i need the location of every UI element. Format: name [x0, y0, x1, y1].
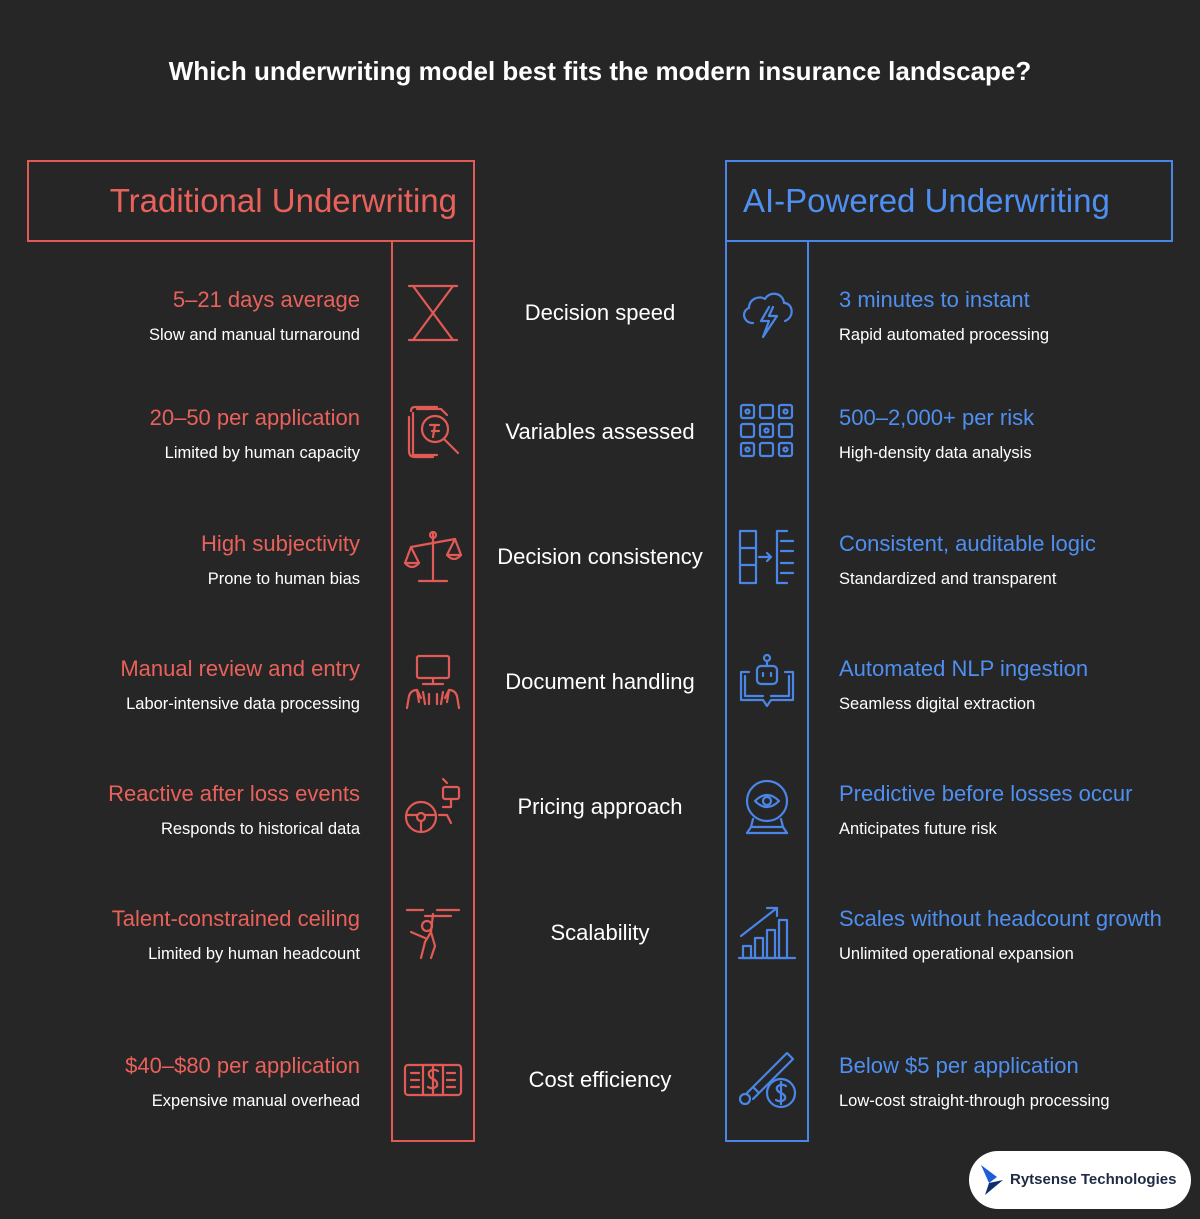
- traditional-cell: [20, 905, 360, 965]
- criterion-label: Decision speed: [524, 300, 676, 325]
- page-title: Which underwriting model best fits the modern insurance landscape?: [168, 56, 1032, 86]
- traditional-cell: [20, 404, 360, 464]
- ai-cell: [839, 530, 1169, 590]
- traditional-header-label: Traditional Underwriting: [109, 182, 457, 219]
- traditional-headline: Manual review and entry: [120, 656, 360, 681]
- steering-wheel-icon: [403, 777, 463, 837]
- ai-detail: Seamless digital extraction: [839, 695, 1036, 713]
- ai-cell: [839, 404, 1169, 464]
- traditional-cell: [20, 655, 360, 715]
- traditional-headline: Reactive after loss events: [108, 781, 360, 806]
- ai-cell: [839, 655, 1169, 715]
- structured-flow-icon: [737, 527, 797, 587]
- hourglass-icon: [403, 283, 463, 343]
- ai-cell: [839, 1052, 1169, 1112]
- rytsense-logo-icon: [979, 1163, 1005, 1197]
- ai-cell: [839, 905, 1169, 965]
- robot-book-icon: [737, 652, 797, 712]
- data-grid-icon: [737, 401, 797, 461]
- scales-icon: [403, 527, 463, 587]
- traditional-headline: $40–$80 per application: [125, 1053, 360, 1078]
- traditional-cell: [20, 1052, 360, 1112]
- cloud-lightning-icon: [737, 283, 797, 343]
- traditional-detail: Slow and manual turnaround: [149, 326, 360, 344]
- ai-detail: Standardized and transparent: [839, 570, 1057, 588]
- money-bill-icon: [403, 1049, 463, 1109]
- document-search-icon: [403, 401, 463, 461]
- criterion-label: Pricing approach: [517, 794, 683, 819]
- person-ceiling-icon: [403, 902, 463, 962]
- ai-cell: [839, 780, 1169, 840]
- ai-headline: Below $5 per application: [839, 1053, 1079, 1078]
- traditional-detail: Limited by human headcount: [148, 945, 360, 963]
- growth-chart-icon: [737, 902, 797, 962]
- criterion-label: Scalability: [550, 920, 650, 945]
- traditional-headline: Talent-constrained ceiling: [111, 906, 360, 931]
- traditional-cell: [20, 530, 360, 590]
- ai-headline: Consistent, auditable logic: [839, 531, 1096, 556]
- criterion-label: Document handling: [505, 669, 695, 694]
- ai-headline: Automated NLP ingestion: [839, 656, 1089, 681]
- ai-header: [725, 160, 1173, 242]
- ai-headline: Predictive before losses occur: [839, 781, 1133, 806]
- traditional-header: [27, 160, 475, 242]
- ai-detail: High-density data analysis: [839, 444, 1032, 462]
- rytsense-logo: [969, 1151, 1191, 1209]
- traditional-detail: Responds to historical data: [160, 820, 360, 838]
- ai-detail: Rapid automated processing: [839, 326, 1050, 344]
- ai-headline: Scales without headcount growth: [839, 906, 1162, 931]
- ai-header-label: AI-Powered Underwriting: [743, 182, 1110, 219]
- traditional-headline: 5–21 days average: [172, 287, 360, 312]
- criterion-label: Cost efficiency: [528, 1067, 672, 1092]
- traditional-detail: Labor-intensive data processing: [126, 695, 360, 713]
- crystal-ball-icon: [737, 777, 797, 837]
- traditional-detail: Expensive manual overhead: [151, 1092, 360, 1110]
- ai-headline: 3 minutes to instant: [839, 287, 1030, 312]
- traditional-cell: [20, 780, 360, 840]
- ai-detail: Unlimited operational expansion: [839, 945, 1074, 963]
- ai-headline: 500–2,000+ per risk: [839, 405, 1035, 430]
- traditional-detail: Prone to human bias: [207, 570, 360, 588]
- criterion-label: Variables assessed: [505, 419, 695, 444]
- logo-text: Rytsense Technologies: [1010, 1171, 1177, 1188]
- traditional-detail: Limited by human capacity: [164, 444, 360, 462]
- cost-cut-icon: [737, 1049, 797, 1109]
- ai-cell: [839, 286, 1169, 346]
- traditional-headline: 20–50 per application: [149, 405, 360, 430]
- ai-detail: Anticipates future risk: [839, 820, 997, 838]
- traditional-cell: [20, 286, 360, 346]
- traditional-headline: High subjectivity: [201, 531, 360, 556]
- manual-typing-icon: [403, 652, 463, 712]
- ai-detail: Low-cost straight-through processing: [839, 1092, 1110, 1110]
- criterion-label: Decision consistency: [497, 544, 703, 569]
